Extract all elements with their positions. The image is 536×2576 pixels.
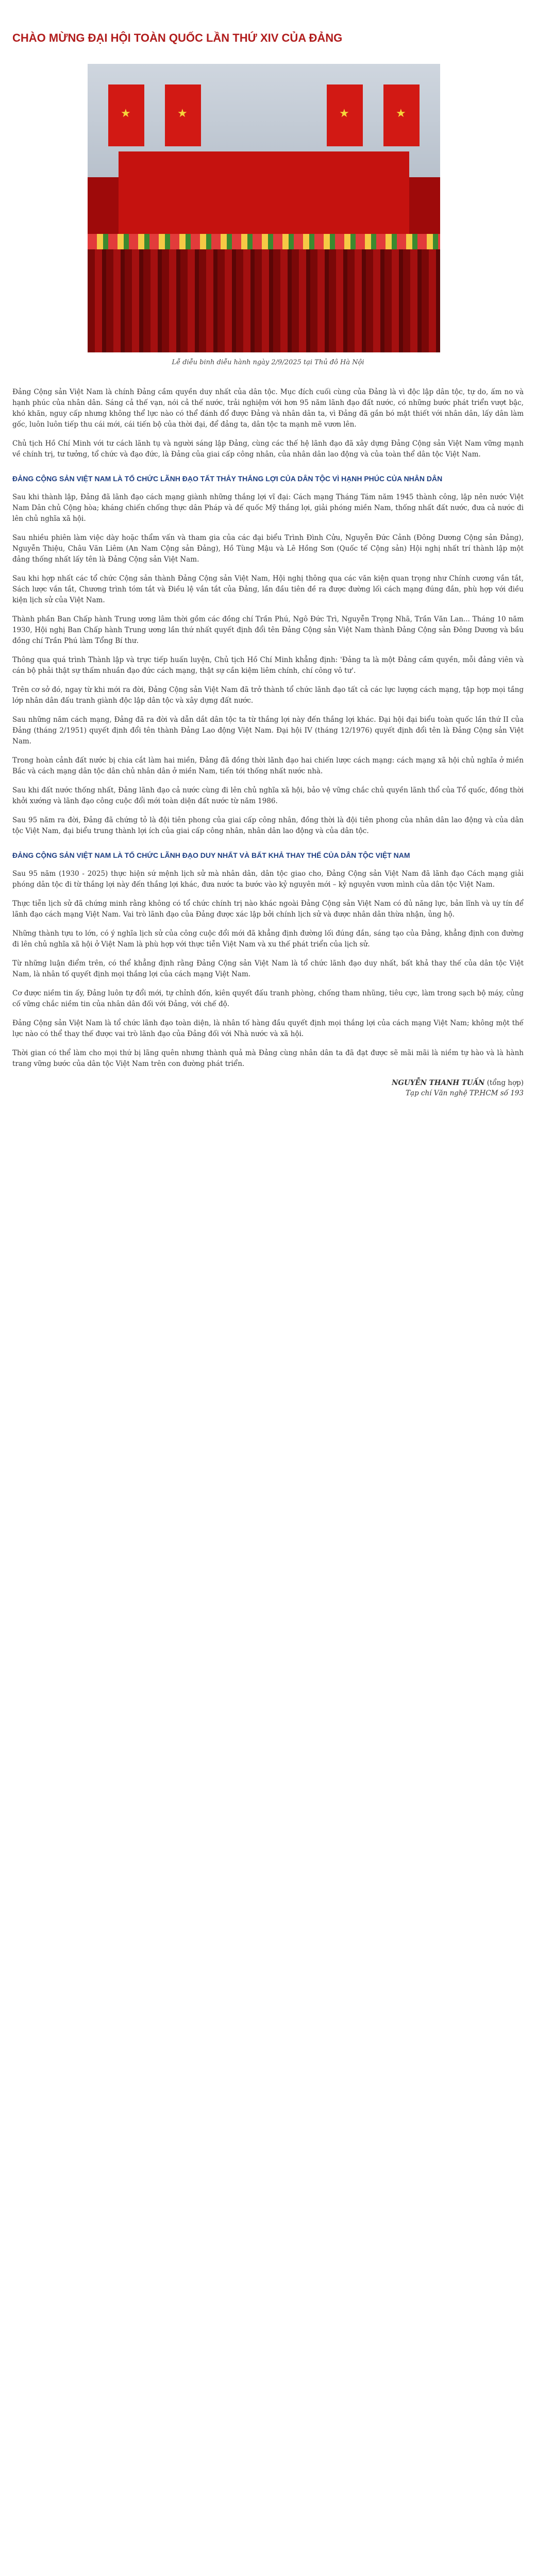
paragraph: Sau nhiều phiên làm việc dày hoặc thẩm vấn và tham gia của các đại biểu Trình Đình Cửu, Nguyễn Đức Cảnh (Đông Dương Cộng sản Đảng), Nguyễn Thiệu, Châu Văn Liêm (An Nam Cộng sản Đảng), Hồ Tùng Mậu và Lê Hồng Sơn (Quốc tế Cộng sản) Hội nghị nhất trí thành lập một đảng thống nhất lấy tên là Đảng Cộng sản Việt Nam. bbox=[12, 534, 524, 564]
paragraph: Trên cơ sở đó, ngay từ khi mới ra đời, Đảng Cộng sản Việt Nam đã trở thành tổ chức lãnh đạo tất cả các lực lượng cách mạng, tập hợp mọi tầng lớp nhân dân đấu tranh giành độc lập dân tộc và xây dựng đất nước. bbox=[12, 686, 524, 705]
flag-icon: ★ bbox=[383, 84, 420, 146]
paragraph: Thông qua quá trình Thành lập và trực tiếp huấn luyện, Chủ tịch Hồ Chí Minh khẳng định: 'Đảng ta là một Đảng cầm quyền, mỗi đảng viên và cán bộ phải thật sự thấm nhuần đạo đức cách mạng, thật sự cần kiệm liêm chính, chí công vô tư'. bbox=[12, 656, 524, 675]
section-heading: ĐẢNG CỘNG SẢN VIỆT NAM LÀ TỔ CHỨC LÃNH ĐẠO DUY NHẤT VÀ BẤT KHẢ THAY THẾ CỦA DÂN TỘC VIỆT NAM bbox=[12, 851, 410, 859]
photo-banner bbox=[119, 151, 409, 244]
article-page bbox=[12, 0, 524, 1098]
paragraph: Thời gian có thể làm cho mọi thứ bị lãng quên nhưng thành quả mà Đảng cùng nhân dân ta đã đạt được sẽ mãi mãi là niềm tự hào và là hành trang vững bước của dân tộc Việt Nam trên con đường phát triển. bbox=[12, 1049, 524, 1068]
paragraph: Cơ được niềm tin ấy, Đảng luôn tự đổi mới, tự chỉnh đốn, kiên quyết đấu tranh phòng, chống tham nhũng, tiêu cực, làm trong sạch bộ máy, củng cố vững chắc niềm tin của nhân dân đối với Đảng, với chế độ. bbox=[12, 989, 524, 1008]
paragraph: Sau khi đất nước thống nhất, Đảng lãnh đạo cả nước cùng đi lên chủ nghĩa xã hội, bảo vệ vững chắc chủ quyền lãnh thổ của Tổ quốc, đồng thời khởi xướng và lãnh đạo công cuộc đổi mới toàn diện đất nước từ năm 1986. bbox=[12, 786, 524, 805]
article-signature bbox=[12, 1078, 524, 1098]
article-body bbox=[12, 387, 524, 1098]
author-suffix: (tổng hợp) bbox=[487, 1079, 524, 1087]
image-caption: Lễ diễu binh diễu hành ngày 2/9/2025 tại Thủ đô Hà Nội bbox=[172, 359, 364, 366]
author-source: Tạp chí Văn nghệ TP.HCM số 193 bbox=[405, 1089, 524, 1097]
photo-crowd bbox=[88, 249, 440, 352]
paragraph: Sau 95 năm (1930 - 2025) thực hiện sứ mệnh lịch sử mà nhân dân, dân tộc giao cho, Đảng Cộng sản Việt Nam đã lãnh đạo Cách mạng giải phóng dân tộc đi từ thắng lợi này đến thắng lợi khác, đưa nước ta bước vào kỷ nguyên mới – kỷ nguyên vươn mình của dân tộc Việt Nam. bbox=[12, 870, 524, 889]
paragraph: Chủ tịch Hồ Chí Minh với tư cách lãnh tụ và người sáng lập Đảng, cùng các thế hệ lãnh đạo đã xây dựng Đảng Cộng sản Việt Nam vững mạnh về chính trị, tư tưởng, tổ chức và đạo đức, là Đảng của giai cấp công nhân, của nhân dân lao động và của toàn thể dân tộc Việt Nam. bbox=[12, 439, 524, 459]
paragraph: Sau những năm cách mạng, Đảng đã ra đời và dẫn dắt dân tộc ta từ thắng lợi này đến thắng lợi khác. Đại hội đại biểu toàn quốc lần thứ II của Đảng (tháng 2/1951) quyết định đổi tên thành Đảng Lao động Việt Nam. Đại hội IV (tháng 12/1976) quyết định đổi tên là Đảng Cộng sản Việt Nam. bbox=[12, 716, 524, 745]
paragraph: Sau khi hợp nhất các tổ chức Cộng sản thành Đảng Cộng sản Việt Nam, Hội nghị thông qua các văn kiện quan trọng như Chính cương vắn tắt, Sách lược vắn tắt, Chương trình tóm tắt và Điều lệ vắn tắt của Đảng, lần đầu tiên đề ra được đường lối cách mạng đúng đắn, phù hợp với điều kiện lịch sử của Việt Nam. bbox=[12, 574, 524, 604]
paragraph: Sau 95 năm ra đời, Đảng đã chứng tỏ là đội tiên phong của giai cấp công nhân, đồng thời là đội tiên phong của nhân dân lao động và của dân tộc Việt Nam, đại biểu trung thành lợi ích của giai cấp công nhân, nhân dân lao động và của dân tộc. bbox=[12, 816, 524, 835]
flag-icon: ★ bbox=[327, 84, 363, 146]
article-title: CHÀO MỪNG ĐẠI HỘI TOÀN QUỐC LẦN THỨ XIV CỦA ĐẢNG bbox=[12, 31, 343, 44]
paragraph: Sau khi thành lập, Đảng đã lãnh đạo cách mạng giành những thắng lợi vĩ đại: Cách mạng Tháng Tám năm 1945 thành công, lập nên nước Việt Nam Dân chủ Cộng hòa; kháng chiến chống thực dân Pháp và đế quốc Mỹ thắng lợi, giải phóng miền Nam, thống nhất đất nước, đưa cả nước đi lên chủ nghĩa xã hội. bbox=[12, 493, 524, 523]
paragraph: Thành phần Ban Chấp hành Trung ương lâm thời gồm các đồng chí Trần Phú, Ngô Đức Trì, Nguyễn Trọng Nhã, Trần Văn Lan... Tháng 10 năm 1930, Hội nghị Ban Chấp hành Trung ương lần thứ nhất quyết định đổi tên Đảng Cộng sản Việt Nam thành Đảng Cộng sản Đông Dương và bầu đồng chí Trần Phú làm Tổng Bí thư. bbox=[12, 615, 524, 645]
paragraph: Thực tiễn lịch sử đã chứng minh rằng không có tổ chức chính trị nào khác ngoài Đảng Cộng sản Việt Nam có đủ năng lực, bản lĩnh và uy tín để lãnh đạo cách mạng Việt Nam. Vai trò lãnh đạo của Đảng được xác lập bởi chính lịch sử và được nhân dân thừa nhận, ủng hộ. bbox=[12, 900, 524, 919]
paragraph: Đảng Cộng sản Việt Nam là tổ chức lãnh đạo toàn diện, là nhân tố hàng đầu quyết định mọi thắng lợi của cách mạng Việt Nam; không một thế lực nào có thể thay thế được vai trò lãnh đạo của Đảng đối với Nhà nước và xã hội. bbox=[12, 1019, 524, 1038]
parade-photo bbox=[88, 64, 440, 352]
author-name: NGUYỄN THANH TUẤN bbox=[392, 1079, 485, 1087]
paragraph: Đảng Cộng sản Việt Nam là chính Đảng cầm quyền duy nhất của dân tộc. Mục đích cuối cùng của Đảng là vì độc lập dân tộc, tự do, ấm no và hạnh phúc của nhân dân. Sáng cả thế vạn, nói cả thế nước, trải nghiệm với hơn 95 năm lãnh đạo đất nước, có những bước phát triển vượt bậc, khó khăn, nguy cấp nhưng không thể lực nào có thể đánh đổ được Đảng và nhân dân ta, vì Đảng đã gắn bó mật thiết với nhân dân, lấy dân làm gốc, luôn luôn tiếp thu cái mới, cái tiến bộ của thời đại, để đảng ta, dân tộc ta mạnh mẽ vươn lên. bbox=[12, 388, 524, 429]
flag-icon: ★ bbox=[108, 84, 144, 146]
paragraph: Trong hoàn cảnh đất nước bị chia cắt làm hai miền, Đảng đã đồng thời lãnh đạo hai chiến lược cách mạng: cách mạng xã hội chủ nghĩa ở miền Bắc và cách mạng dân tộc dân chủ nhân dân ở miền Nam, tiến tới thống nhất nước nhà. bbox=[12, 756, 524, 775]
paragraph: Từ những luận điểm trên, có thể khẳng định rằng Đảng Cộng sản Việt Nam là tổ chức lãnh đạo duy nhất, bất khả thay thế của dân tộc Việt Nam, là nhân tố quyết định mọi thắng lợi của cách mạng Việt Nam. bbox=[12, 959, 524, 978]
flag-icon: ★ bbox=[165, 84, 201, 146]
section-heading: ĐẢNG CỘNG SẢN VIỆT NAM LÀ TỔ CHỨC LÃNH ĐẠO TẤT THẢY THẮNG LỢI CỦA DÂN TỘC VÌ HẠNH PHÚC CỦA NHÂN DÂN bbox=[12, 474, 443, 483]
paragraph: Những thành tựu to lớn, có ý nghĩa lịch sử của công cuộc đổi mới đã khẳng định đường lối đúng đắn, sáng tạo của Đảng, khẳng định con đường đi lên chủ nghĩa xã hội ở Việt Nam là phù hợp với thực tiễn Việt Nam và xu thế phát triển của lịch sử. bbox=[12, 929, 524, 948]
